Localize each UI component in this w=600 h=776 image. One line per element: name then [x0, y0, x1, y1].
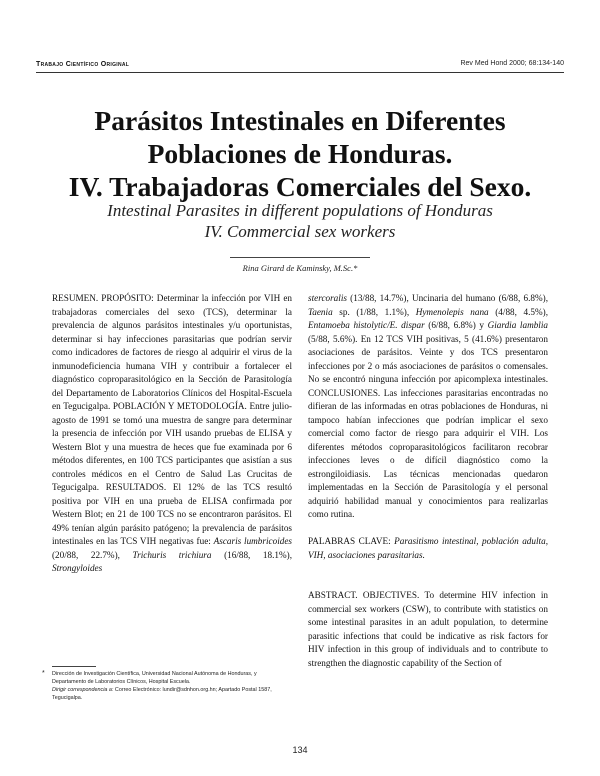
values-entamoeba: (6/88, 6.8%) y [428, 320, 484, 330]
values-ascaris: (20/88, 22.7%), [52, 549, 120, 560]
author-name: Rina Girard de Kaminsky, M.Sc.* [242, 263, 358, 273]
title-line-1: Parásitos Intestinales en Diferentes [94, 105, 506, 136]
article-title [20, 104, 580, 203]
species-trichuris: Trichuris trichiura [132, 549, 212, 560]
species-strongyloides: Strongyloides [52, 563, 103, 573]
species-hymenolepis: Hymenolepis nana [415, 306, 489, 317]
species-giardia: Giardia lamblia [487, 320, 549, 330]
author-separator [230, 257, 370, 258]
subtitle-line-2: IV. Commercial sex workers [204, 222, 396, 241]
footnote-correspondence-text: Correo Electrónico: lundir@sdnhon.org.hn; Apartado Postal 1587, Tegucigalpa. [52, 687, 272, 701]
title-line-3: IV. Trabajadoras Comerciales del Sexo. [68, 171, 532, 202]
subtitle-line-1: Intestinal Parasites in different populations of Honduras [107, 201, 493, 220]
footnote-mark: * [42, 670, 45, 677]
section-header: Trabajo Científico Original [36, 61, 130, 68]
species-entamoeba: Entamoeba histolytic/E. dispar [308, 320, 425, 330]
species-taenia: Taenia [308, 306, 333, 317]
species-stercoralis: stercoralis [308, 293, 347, 303]
left-column [52, 292, 292, 576]
keywords-list: Parasitismo intestinal, población adulta, VIH, asociaciones parasitarias. [308, 536, 548, 560]
resumen-paragraph [52, 292, 292, 576]
keywords-label: PALABRAS CLAVE: [308, 536, 391, 546]
title-line-2: Poblaciones de Honduras. [147, 138, 453, 169]
footnote-correspondence-label: Dirigir correspondencia a: [52, 687, 114, 693]
values-taenia: sp. (1/88, 1.1%), [339, 306, 410, 317]
journal-citation: Rev Med Hond 2000; 68:134-140 [460, 60, 564, 67]
resumen-continued [308, 292, 548, 522]
species-ascaris: Ascaris lumbricoides [213, 536, 292, 546]
footnote [42, 670, 292, 702]
page-number: 134 [292, 745, 308, 755]
article-subtitle [20, 200, 580, 242]
values-trichuris: (16/88, 18.1%), [224, 549, 293, 560]
resumen-text: RESUMEN. PROPÓSITO: Determinar la infección por VIH en trabajadoras comerciales del sexo (TCS), determinar la prevalencia de algunos parásitos intestinales y/u oportunistas, determinar si hay infecciones parasitarias que podrían servir como indicadores de factores de riesgo al adquirir el virus de la inmunodeficiencia humana VIH y contribuir a fortalecer el diagnóstico coproparasitológico en la Sección de Parasitología del Departamento de Laboratorios Clínicos del Hospital-Escuela en Tegucigalpa. POBLACIÓN Y METODOLOGÍA. Entre julio-agosto de 1991 se tomó una muestra de sangre para determinar la presencia de infección por VIH usando pruebas de ELISA y Western Blot y una muestra de heces que fue examinada por 6 métodos diferentes, en 100 TCS participantes que asistían a sus controles médicos en el Centro de Salud Las Crucitas de Tegucigalpa. RESULTADOS. El 12% de las TCS resultó positiva por VIH en una prueba de ELISA confirmada por Western Blot; en 21 de 100 TCS no se encontraron parásitos. El 49% tenían algún parásito patógeno; la prevalencia de parásitos intestinales en las TCS VIH negativas fue: [52, 293, 292, 546]
header-rule [36, 72, 564, 73]
footnote-affiliation: Dirección de Investigación Científica, Universidad Nacional Autónoma de Honduras, y Departamento de Laboratorios Clínicos, Hospital Escuela. [52, 671, 257, 685]
right-column [308, 292, 548, 670]
resumen-conclusions: (5/88, 5.6%). En 12 TCS VIH positivas, 5 (41.6%) presentaron asociaciones de parásitos. Veinte y dos TCS presentaron infecciones por 2 o más asociaciones de parásitos o comensales. No se encontró ninguna infección por apicomplexa intestinales. CONCLUSIONES. Las infecciones parasitarias encontradas no difieran de las informadas en otras poblaciones de Honduras, ni tampoco habían infecciones que podrían implicar el sexo comercial como factor de riesgo para adquirir el VIH. Los diferentes métodos coproparasitológicos facilitaron recobrar infecciones leves o de difícil diagnóstico como la estrongiloidiasis. Las técnicas mencionadas quedaron implementadas en la Sección de Parasitología y el personal adquirió habilidad manual y conocimientos para realizarlas como rutina. [308, 333, 548, 519]
values-strongyloides: (13/88, 14.7%), Uncinaria del humano (6/88, 6.8%), [350, 293, 548, 303]
values-hymenolepis: (4/88, 4.5%), [495, 306, 549, 317]
footnote-rule [52, 666, 96, 667]
keywords-paragraph [308, 535, 548, 562]
footnote-correspondence [52, 686, 292, 702]
abstract-paragraph: ABSTRACT. OBJECTIVES. To determine HIV infection in commercial sex workers (CSW), to contribute with statistics on some intestinal parasites in an adult population, to determine parasitic infections that could be indicative as risk factors for HIV infection in this group of individuals and to contribute to strengthen the diagnostic capability of the Section of [308, 590, 548, 668]
